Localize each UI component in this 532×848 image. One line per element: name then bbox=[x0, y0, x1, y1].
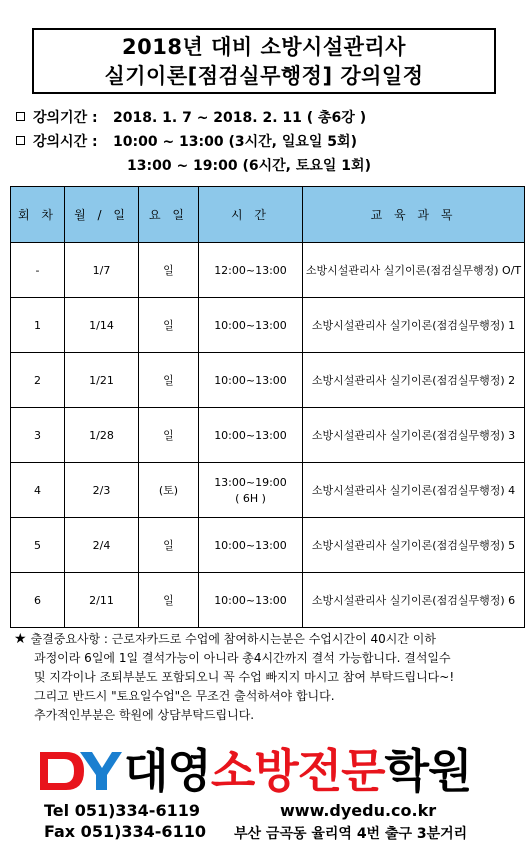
table-row bbox=[11, 353, 525, 408]
table-row bbox=[11, 518, 525, 573]
cell-course: 소방시설관리사 실기이론(점검실무행정) 4 bbox=[303, 463, 525, 518]
academy-name bbox=[124, 744, 472, 798]
table-row bbox=[11, 243, 525, 298]
cell-date: 1/28 bbox=[65, 408, 139, 463]
cell-day: 일 bbox=[139, 518, 199, 573]
period-value: 2018. 1. 7 ~ 2018. 2. 11 ( 총6강 ) bbox=[113, 110, 367, 126]
lecture-time-2 bbox=[127, 156, 371, 176]
square-bullet-icon bbox=[16, 136, 25, 145]
time-value-2: 13:00 ~ 19:00 (6시간, 토요일 1회) bbox=[127, 158, 371, 174]
table-row bbox=[11, 463, 525, 518]
cell-session: 3 bbox=[11, 408, 65, 463]
academy-name-part-2: 소방전문 bbox=[210, 744, 385, 798]
square-bullet-icon bbox=[16, 112, 25, 121]
time-value-1: 10:00 ~ 13:00 (3시간, 일요일 5회) bbox=[113, 134, 357, 150]
fax-number: Fax 051)334-6110 bbox=[44, 822, 206, 841]
cell-date: 1/7 bbox=[65, 243, 139, 298]
table-row bbox=[11, 573, 525, 628]
notice-line-2: 과정이라 6일에 1일 결석가능이 아니라 총4시간까지 결석 가능합니다. 결석일수 bbox=[34, 651, 451, 665]
header-date: 월 / 일 bbox=[65, 187, 139, 243]
period-label: 강의기간 : bbox=[33, 110, 98, 126]
cell-course: 소방시설관리사 실기이론(점검실무행정) 3 bbox=[303, 408, 525, 463]
cell-time-hours: ( 6H ) bbox=[235, 491, 266, 505]
cell-date: 1/21 bbox=[65, 353, 139, 408]
title-line-1: 2018년 대비 소방시설관리사 bbox=[122, 35, 406, 59]
table-header-row bbox=[11, 187, 525, 243]
website: www.dyedu.co.kr bbox=[280, 801, 437, 820]
cell-course: 소방시설관리사 실기이론(점검실무행정) O/T bbox=[303, 243, 525, 298]
cell-session: 5 bbox=[11, 518, 65, 573]
cell-course: 소방시설관리사 실기이론(점검실무행정) 1 bbox=[303, 298, 525, 353]
cell-session: 1 bbox=[11, 298, 65, 353]
cell-date: 1/14 bbox=[65, 298, 139, 353]
notice-line-3: 및 지각이나 조퇴부분도 포함되오니 꼭 수업 빠지지 마시고 참여 부탁드립니다~! bbox=[34, 670, 455, 684]
cell-day: 일 bbox=[139, 243, 199, 298]
cell-course: 소방시설관리사 실기이론(점검실무행정) 6 bbox=[303, 573, 525, 628]
cell-time: 10:00~13:00 bbox=[199, 573, 303, 628]
cell-session: 6 bbox=[11, 573, 65, 628]
schedule-table bbox=[10, 186, 525, 628]
cell-date: 2/4 bbox=[65, 518, 139, 573]
cell-time bbox=[199, 463, 303, 518]
cell-session: 4 bbox=[11, 463, 65, 518]
cell-day: (토) bbox=[139, 463, 199, 518]
dy-logo-icon bbox=[36, 748, 122, 794]
lecture-time bbox=[16, 132, 357, 152]
cell-date: 2/11 bbox=[65, 573, 139, 628]
header-session: 회 차 bbox=[11, 187, 65, 243]
time-label: 강의시간 : bbox=[33, 134, 98, 150]
cell-day: 일 bbox=[139, 353, 199, 408]
cell-session: 2 bbox=[11, 353, 65, 408]
title-box bbox=[32, 28, 496, 94]
header-time: 시 간 bbox=[199, 187, 303, 243]
cell-date: 2/3 bbox=[65, 463, 139, 518]
notice-line-4: 그리고 반드시 "토요일수업"은 무조건 출석하셔야 합니다. bbox=[34, 689, 335, 703]
cell-time-main: 13:00~19:00 bbox=[214, 475, 287, 489]
star-icon: ★ bbox=[14, 631, 27, 647]
cell-day: 일 bbox=[139, 298, 199, 353]
cell-time: 10:00~13:00 bbox=[199, 353, 303, 408]
notice-line-5: 추가적인부분은 학원에 상담부탁드립니다. bbox=[34, 708, 255, 722]
attendance-notice bbox=[14, 630, 522, 725]
academy-name-part-1: 대영 bbox=[124, 744, 211, 798]
cell-time: 10:00~13:00 bbox=[199, 518, 303, 573]
table-row bbox=[11, 298, 525, 353]
tel-number: Tel 051)334-6119 bbox=[44, 801, 200, 820]
cell-course: 소방시설관리사 실기이론(점검실무행정) 2 bbox=[303, 353, 525, 408]
academy-name-part-3: 학원 bbox=[384, 744, 472, 798]
notice-line-1: 출결중요사항 : 근로자카드로 수업에 참여하시는분은 수업시간이 40시간 이하 bbox=[30, 632, 436, 646]
header-course: 교 육 과 목 bbox=[303, 187, 525, 243]
address: 부산 금곡동 율리역 4번 출구 3분거리 bbox=[234, 826, 468, 842]
cell-time: 12:00~13:00 bbox=[199, 243, 303, 298]
cell-day: 일 bbox=[139, 408, 199, 463]
header-day: 요 일 bbox=[139, 187, 199, 243]
cell-time: 10:00~13:00 bbox=[199, 298, 303, 353]
lecture-period bbox=[16, 108, 366, 128]
table-row bbox=[11, 408, 525, 463]
cell-session: - bbox=[11, 243, 65, 298]
cell-time: 10:00~13:00 bbox=[199, 408, 303, 463]
title-line-2: 실기이론[점검실무행정] 강의일정 bbox=[104, 64, 424, 88]
cell-day: 일 bbox=[139, 573, 199, 628]
cell-course: 소방시설관리사 실기이론(점검실무행정) 5 bbox=[303, 518, 525, 573]
